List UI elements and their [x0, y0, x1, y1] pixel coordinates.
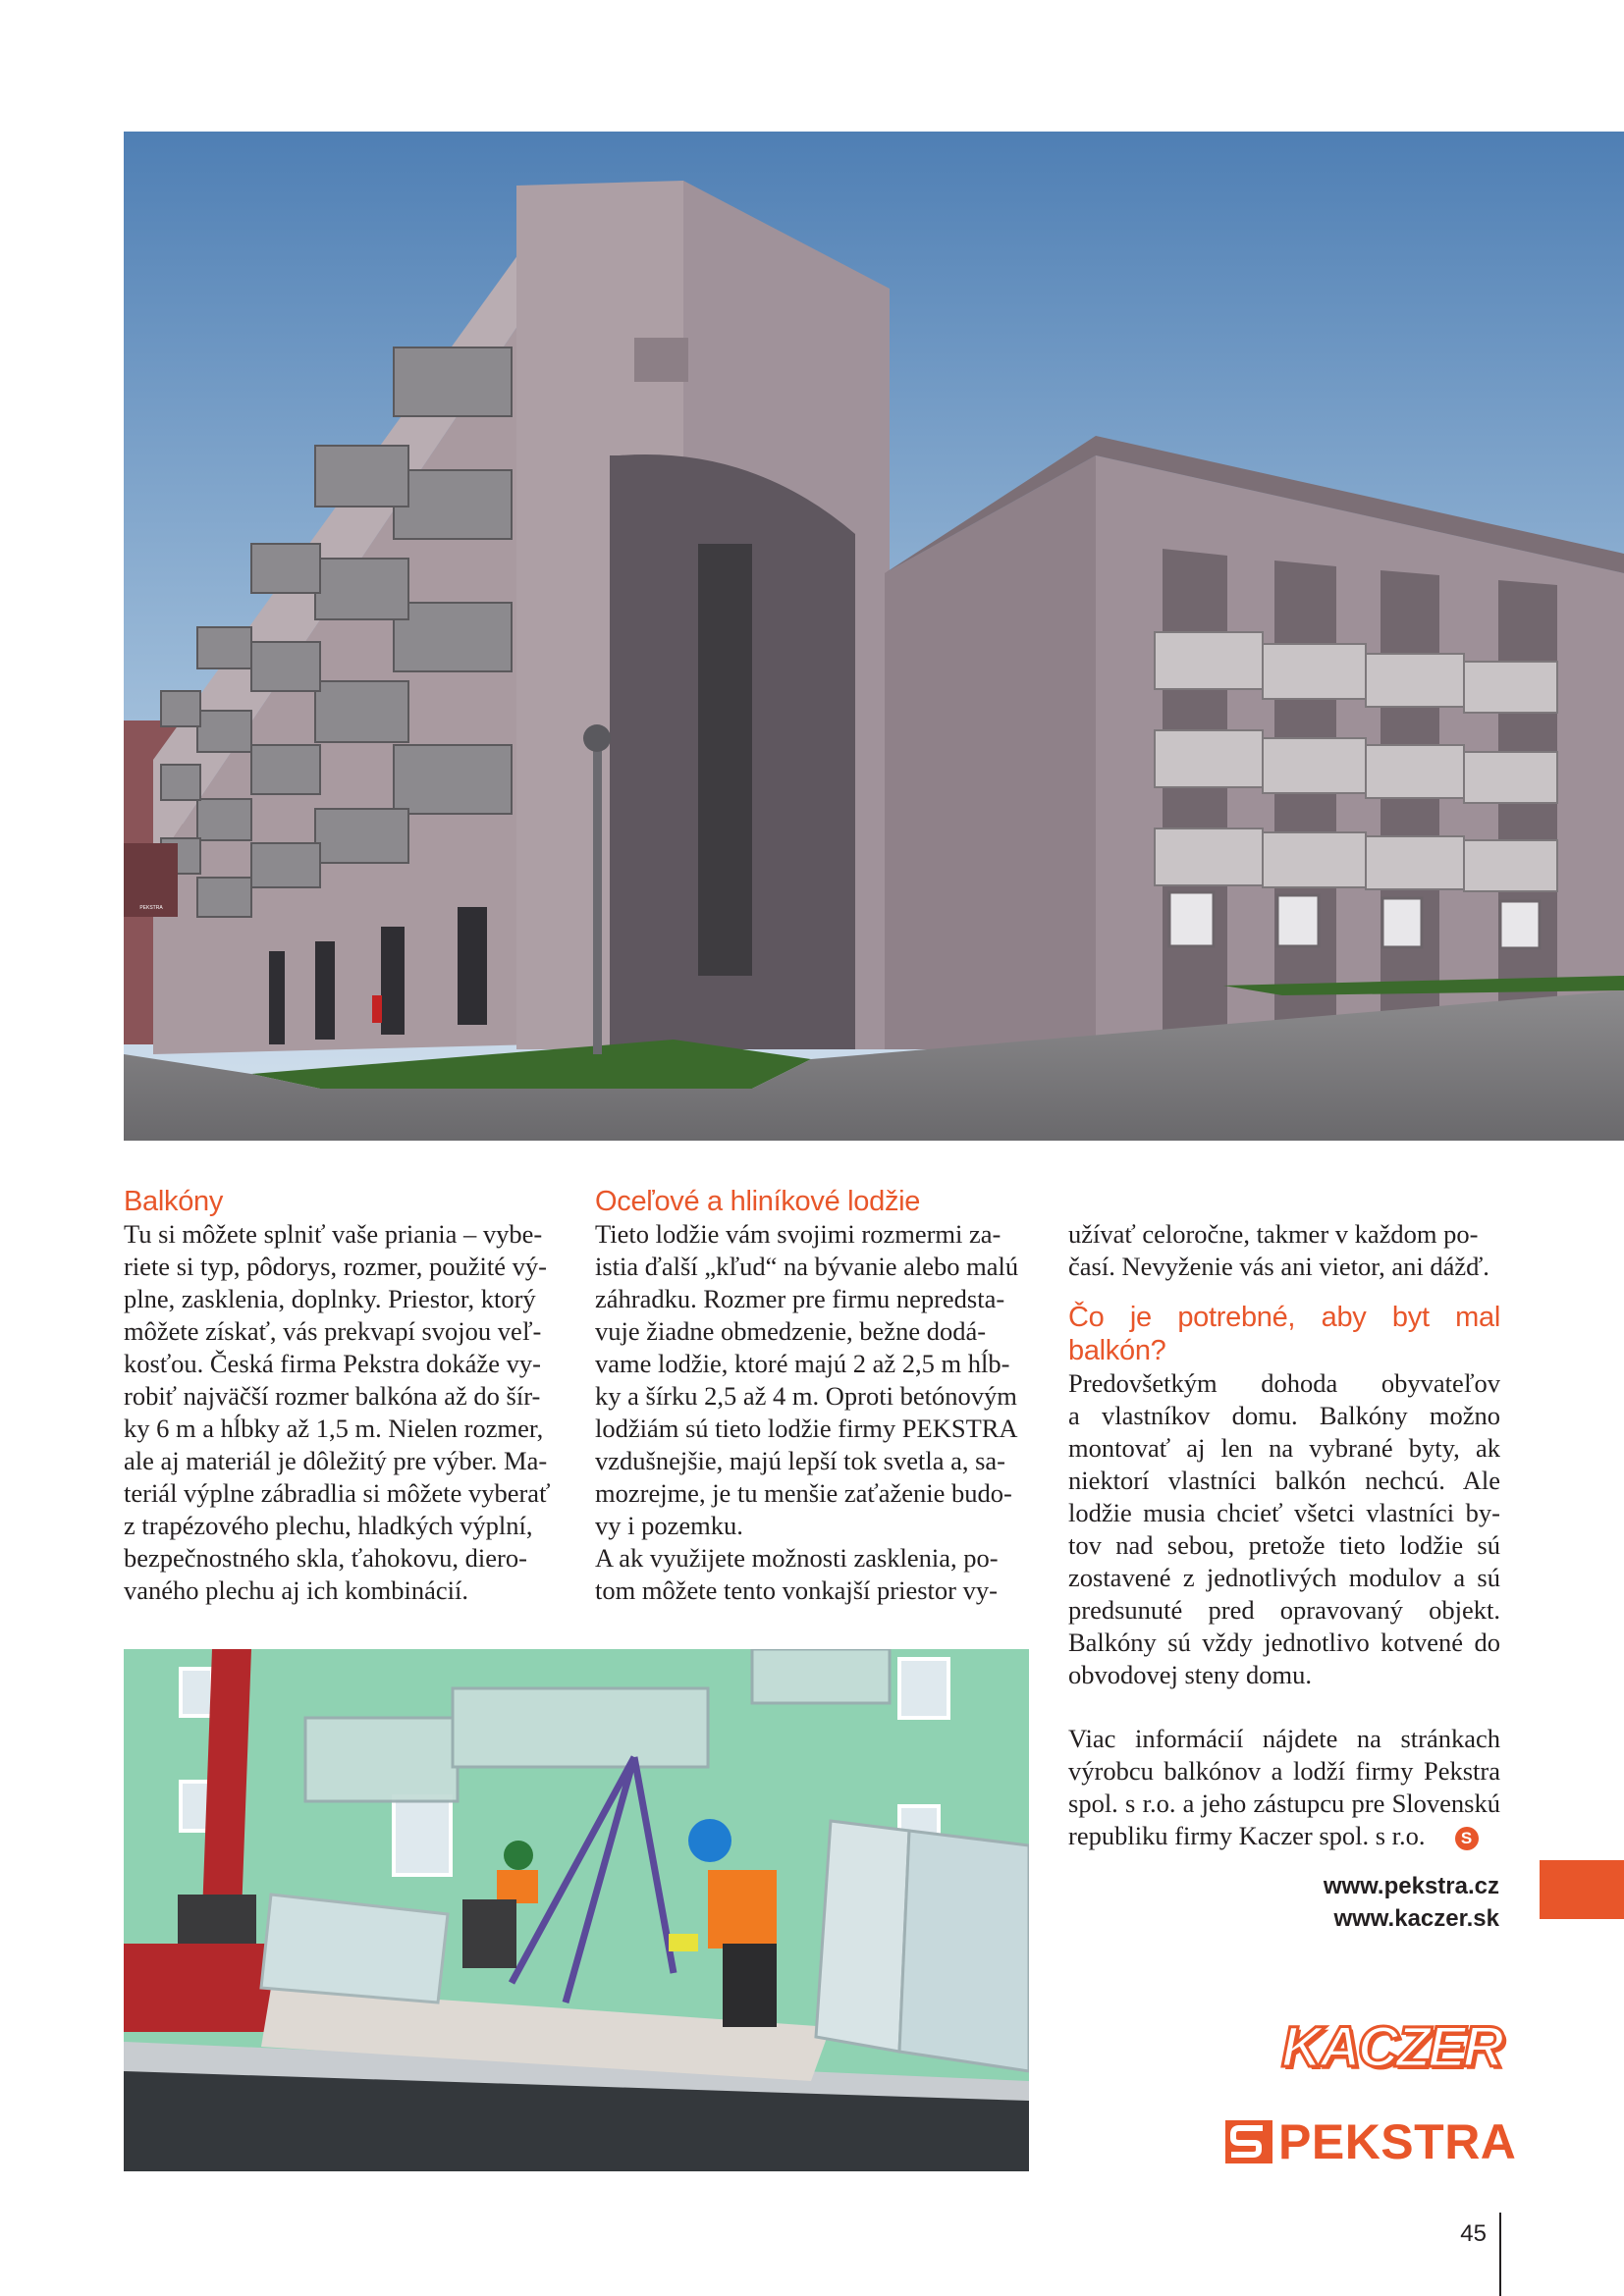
text-line: istia ďalší „kľud“ na bývanie alebo malú: [595, 1252, 1019, 1281]
text-line: kosťou. Česká firma Pekstra dokáže vy-: [124, 1349, 541, 1378]
column-right: [1068, 1218, 1500, 1852]
text-potrebne: [1068, 1367, 1500, 1691]
installation-photo: [124, 1649, 1029, 2171]
pekstra-wordmark: PEKSTRA: [1278, 2114, 1517, 2169]
text-line: Balkóny sú vždy jednotlivo kotvené do: [1068, 1628, 1500, 1657]
url-kaczer[interactable]: www.kaczer.sk: [1333, 1905, 1499, 1932]
website-links: [1324, 1870, 1499, 1935]
text-line: užívať celoročne, takmer v každom po-: [1068, 1219, 1479, 1249]
text-line: predsunuté pred opravovaný objekt.: [1068, 1595, 1500, 1625]
text-line: lodžie musia chcieť všetci vlastníci by-: [1068, 1498, 1500, 1527]
text-balkony: [124, 1218, 568, 1607]
text-line: ky a šírku 2,5 až 4 m. Oproti betónovým: [595, 1381, 1017, 1411]
text-line: A ak využijete možnosti zasklenia, po-: [595, 1543, 999, 1573]
text-continuation: [1068, 1218, 1500, 1283]
heading-lodzie: Oceľové a hliníkové lodžie: [595, 1186, 921, 1217]
text-line: teriál výplne zábradlia si môžete vyberať: [124, 1478, 551, 1508]
text-line: vy i pozemku.: [595, 1511, 743, 1540]
text-line: a vlastníkov domu. Balkóny možno: [1068, 1401, 1500, 1430]
text-line: mozrejme, je tu menšie zaťaženie budo-: [595, 1478, 1012, 1508]
text-line: niektorí vlastníci balkón nechcú. Ale: [1068, 1466, 1500, 1495]
text-line: zostavené z jednotlivých modulov a sú: [1068, 1563, 1500, 1592]
text-line: [1068, 1820, 1500, 1852]
text-line: môžete získať, vás prekvapí svojou veľ-: [124, 1316, 542, 1346]
text-line: časí. Nevyženie vás ani vietor, ani dážď.: [1068, 1252, 1489, 1281]
heading-balkony: Balkóny: [124, 1186, 224, 1217]
text-line: bezpečnostného skla, ťahokovu, diero-: [124, 1543, 527, 1573]
text-line: vzdušnejšie, majú lepší tok svetla a, sa-: [595, 1446, 1006, 1475]
text-lodzie: [595, 1218, 1027, 1607]
text-line: Viac informácií nájdete na stránkach: [1068, 1724, 1500, 1753]
column-lodzie: [595, 1185, 1027, 1607]
text-info: [1068, 1723, 1500, 1852]
text-line: vaného plechu aj ich kombinácií.: [124, 1575, 469, 1605]
heading-potrebne: Čo je potrebné, aby byt mal balkón?: [1068, 1302, 1500, 1366]
text-line: Tieto lodžie vám svojimi rozmermi za-: [595, 1219, 1001, 1249]
text-line: spol. s r.o. a jeho zástupcu pre Slovenskú: [1068, 1789, 1500, 1818]
building-photo: [124, 132, 1624, 1141]
text-line: ale aj materiál je dôležitý pre výber. Ma-: [124, 1446, 548, 1475]
text-line: vuje žiadne obmedzenie, bežne dodá-: [595, 1316, 987, 1346]
kaczer-logo: KACZER: [1281, 2015, 1501, 2079]
text-line: výrobcu balkónov a lodží firmy Pekstra: [1068, 1756, 1500, 1786]
pekstra-logo: [1225, 2114, 1517, 2169]
text-line: tov nad sebou, pretože tieto lodžie sú: [1068, 1530, 1500, 1560]
text-line-content: republiku firmy Kaczer spol. s r.o.: [1068, 1821, 1426, 1850]
text-line: Tu si môžete splniť vaše priania – vybe-: [124, 1219, 543, 1249]
text-line: záhradku. Rozmer pre firmu nepredsta-: [595, 1284, 1005, 1313]
text-line: robiť najväčší rozmer balkóna až do šír-: [124, 1381, 541, 1411]
text-line: montovať aj len na vybrané byty, ak: [1068, 1433, 1500, 1463]
pekstra-mark-icon: [1225, 2120, 1272, 2163]
page-number-rule: [1499, 2213, 1501, 2296]
text-line: plne, zasklenia, doplnky. Priestor, ktorý: [124, 1284, 536, 1313]
building-sign-text: PEKSTRA: [139, 905, 163, 911]
section-tab-marker: [1540, 1860, 1624, 1919]
text-line: lodžiám sú tieto lodžie firmy PEKSTRA: [595, 1414, 1018, 1443]
text-line: tom môžete tento vonkajší priestor vy-: [595, 1575, 998, 1605]
text-line: z trapézového plechu, hladkých výplní,: [124, 1511, 533, 1540]
url-pekstra[interactable]: www.pekstra.cz: [1323, 1873, 1499, 1899]
text-line: vame lodžie, ktoré majú 2 až 2,5 m hĺb-: [595, 1349, 1010, 1378]
text-line: ky 6 m a hĺbky až 1,5 m. Nielen rozmer,: [124, 1414, 544, 1443]
text-line: riete si typ, pôdorys, rozmer, použité vý-: [124, 1252, 547, 1281]
end-mark-icon: S: [1455, 1827, 1479, 1850]
column-balkony: [124, 1185, 568, 1607]
text-line: Predovšetkým dohoda obyvateľov: [1068, 1368, 1500, 1398]
page-number: 45: [1460, 2220, 1487, 2247]
text-line: obvodovej steny domu.: [1068, 1660, 1313, 1689]
